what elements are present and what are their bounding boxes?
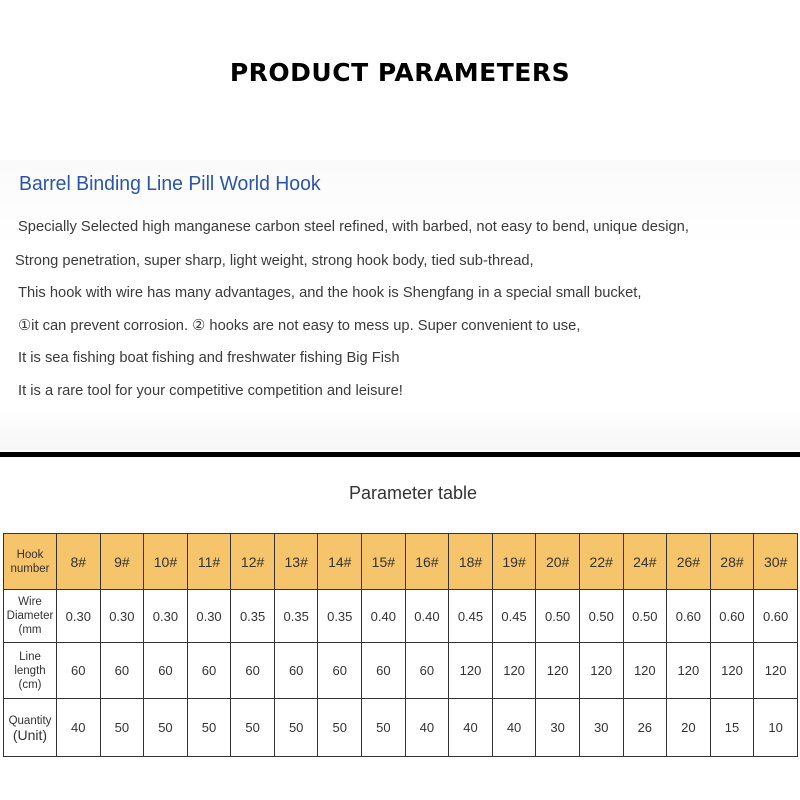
line-length-cell: 60	[231, 643, 275, 699]
quantity-cell: 50	[231, 699, 275, 757]
row-label-hook-number	[4, 534, 57, 590]
quantity-cell: 40	[405, 699, 449, 757]
wire-diameter-cell: 0.30	[100, 590, 144, 643]
description-line: ①it can prevent corrosion. ② hooks are not easy to mess up. Super convenient to use,	[18, 317, 581, 334]
line-length-cell: 60	[100, 643, 144, 699]
label-text: length	[14, 664, 46, 677]
hook-number-cell: 16#	[405, 534, 449, 590]
line-length-cell: 60	[362, 643, 406, 699]
label-text: (Unit)	[12, 726, 48, 743]
hook-number-cell: 13#	[274, 534, 318, 590]
line-length-cell: 60	[187, 643, 231, 699]
wire-diameter-cell: 0.60	[710, 590, 754, 643]
quantity-cell: 30	[536, 699, 580, 757]
wire-diameter-cell: 0.35	[231, 590, 275, 643]
label-text: Hook	[16, 548, 44, 561]
wire-diameter-cell: 0.50	[536, 590, 580, 643]
line-length-cell: 120	[667, 643, 711, 699]
quantity-cell: 40	[57, 699, 101, 757]
parameter-table	[3, 533, 798, 757]
quantity-cell: 10	[754, 699, 798, 757]
description-line: This hook with wire has many advantages, and the hook is Shengfang in a special small bucket,	[18, 284, 642, 301]
hook-number-cell: 9#	[100, 534, 144, 590]
wire-diameter-cell: 0.35	[274, 590, 318, 643]
line-length-row	[4, 643, 798, 699]
hook-number-cell: 11#	[187, 534, 231, 590]
quantity-row	[4, 699, 798, 757]
table-title: Parameter table	[348, 483, 478, 503]
row-label-wire-diameter	[4, 590, 57, 643]
line-length-cell: 60	[144, 643, 188, 699]
description-line: It is a rare tool for your competitive competition and leisure!	[18, 382, 403, 399]
description-line: It is sea fishing boat fishing and freshwater fishing Big Fish	[18, 349, 400, 366]
description-line: Strong penetration, super sharp, light weight, strong hook body, tied sub-thread,	[15, 252, 534, 269]
quantity-cell: 50	[318, 699, 362, 757]
description-line: Specially Selected high manganese carbon steel refined, with barbed, not easy to bend, unique design,	[18, 218, 689, 235]
line-length-cell: 60	[57, 643, 101, 699]
quantity-cell: 50	[274, 699, 318, 757]
quantity-cell: 15	[710, 699, 754, 757]
wire-diameter-cell: 0.50	[579, 590, 623, 643]
line-length-cell: 60	[318, 643, 362, 699]
hook-number-cell: 24#	[623, 534, 667, 590]
product-name: Barrel Binding Line Pill World Hook	[19, 173, 321, 195]
label-text: (mm	[18, 624, 42, 636]
quantity-cell: 50	[144, 699, 188, 757]
wire-diameter-row	[4, 590, 798, 643]
section-divider	[0, 452, 800, 457]
line-length-cell: 120	[449, 643, 493, 699]
line-length-cell: 120	[754, 643, 798, 699]
quantity-cell: 26	[623, 699, 667, 757]
line-length-cell: 120	[579, 643, 623, 699]
hook-number-cell: 12#	[231, 534, 275, 590]
line-length-cell: 120	[623, 643, 667, 699]
line-length-cell: 60	[274, 643, 318, 699]
quantity-cell: 50	[362, 699, 406, 757]
hook-number-row	[4, 534, 798, 590]
line-length-cell: 120	[492, 643, 536, 699]
wire-diameter-cell: 0.45	[492, 590, 536, 643]
hook-number-cell: 10#	[144, 534, 188, 590]
label-text: Line	[19, 650, 41, 663]
quantity-cell: 30	[579, 699, 623, 757]
wire-diameter-cell: 0.30	[57, 590, 101, 643]
row-label-line-length	[4, 643, 57, 699]
line-length-cell: 120	[710, 643, 754, 699]
page-title: PRODUCT PARAMETERS	[229, 58, 571, 87]
hook-number-cell: 20#	[536, 534, 580, 590]
label-text: Wire	[18, 596, 42, 608]
hook-number-cell: 8#	[57, 534, 101, 590]
wire-diameter-cell: 0.35	[318, 590, 362, 643]
wire-diameter-cell: 0.40	[362, 590, 406, 643]
hook-number-cell: 19#	[492, 534, 536, 590]
wire-diameter-cell: 0.60	[667, 590, 711, 643]
hook-number-cell: 22#	[579, 534, 623, 590]
quantity-cell: 50	[100, 699, 144, 757]
wire-diameter-cell: 0.40	[405, 590, 449, 643]
quantity-cell: 40	[492, 699, 536, 757]
label-text: Quantity	[8, 714, 52, 727]
hook-number-cell: 15#	[362, 534, 406, 590]
label-text: number	[10, 562, 50, 575]
quantity-cell: 40	[449, 699, 493, 757]
label-text: (cm)	[18, 678, 42, 691]
description-panel	[0, 160, 800, 450]
wire-diameter-cell: 0.30	[187, 590, 231, 643]
hook-number-cell: 14#	[318, 534, 362, 590]
wire-diameter-cell: 0.30	[144, 590, 188, 643]
quantity-cell: 50	[187, 699, 231, 757]
quantity-cell: 20	[667, 699, 711, 757]
wire-diameter-cell: 0.45	[449, 590, 493, 643]
row-label-quantity	[4, 699, 57, 757]
wire-diameter-cell: 0.60	[754, 590, 798, 643]
line-length-cell: 120	[536, 643, 580, 699]
label-text: Diameter	[6, 610, 54, 622]
line-length-cell: 60	[405, 643, 449, 699]
hook-number-cell: 18#	[449, 534, 493, 590]
hook-number-cell: 30#	[754, 534, 798, 590]
hook-number-cell: 28#	[710, 534, 754, 590]
hook-number-cell: 26#	[667, 534, 711, 590]
wire-diameter-cell: 0.50	[623, 590, 667, 643]
